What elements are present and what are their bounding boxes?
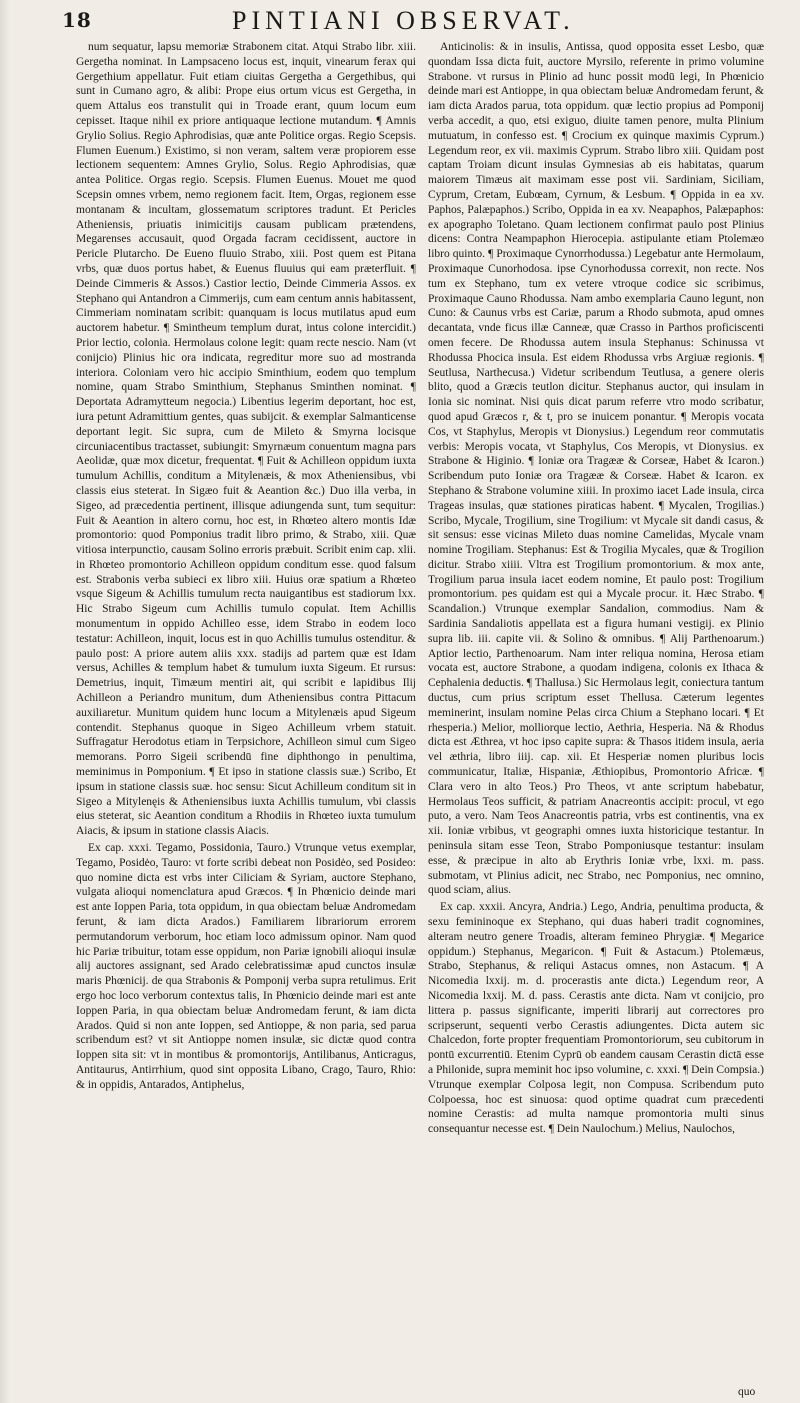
- right-text-column: [428, 40, 764, 1385]
- text-paragraph: Anticinolis: & in insulis, Antissa, quod opposita esset Lesbo, quæ quondam Issa dicta fuit, auctore Myrsilo, referente in primo volumine Strabone. vt rursus in Plinio ad hunc possit modū legi, In Phœnicio deinde mari est Antioppe, in qua obiectam beluæ Andromedam ferunt, & iam dicta Arados parua, tota oppidum. quæ lectio propius ad Pomponij verba accedit, a quo, etsi exiguo, diuite tamen penore, multa Plinium mutuatum, in confesso est. ¶ Crocium ex quinque maximis Cyprum.) Legendum reor, ex vii. maximis Cyprum. Strabo libro xiii. Quidam post captam Troiam dicunt insulas Gymnesias ab eis habitatas, quarum maiorem Timæus ait maximam esse post vii. Sardiniam, Siciliam, Cyprum, Cretam, Eubœam, Cyrnum, & Lesbum. ¶ Oppida in ea xv. Paphos, Palæpaphos.) Scribo, Oppida in ea xv. Neapaphos, Palæpaphos: ex apographo Toletano. Quam lectionem confirmat paulo post Plinius dicens: Contra Neampaphon Hierocepia. astipulante etiam Ptolemæo libro quinto. ¶ Proximaque Cynorrhodussa.) Legebatur ante Hermolaum, Proximaque Cunorhodosa. ipse Cynorhodussa correxit, non recte. Nos tum ex Stephano, tum ex vetere vtroque codice sic scribimus, Proximaque Cauno Rhodussa. Nam ambo exemplaria Cauno legunt, non Cuno: & Caunus vrbs est Cariæ, parum a Rhodo submota, apud omnes decantata, vnde ficus illæ Canneæ, quæ Crasso in Parthos proficiscenti omen fecere. De Rhodussa autem insula Stephanus: Schinussa vt Rhodussa Phocica insula. Est eidem Rhodussa vrbs Argiuæ regionis. ¶ Seutlusa, Narthecusa.) Videtur scribendum Teutlusa, a genere oleris blito, quod a Græcis teutlon dicitur. Stephanus auctor, qui insulam in Ionia sic nominat. Nisi quis dicat parum referre vtro modo scribatur, quod apud Græcos r, & t, pro se inuicem ponantur. ¶ Meropis vocata Cos, vt Staphylus, Meropis vt Dionysius.) Legendum reor commutatis verbis: Meropis vocata, vt Staphylus, Cos Meropis, vt Dionysius. ex Strabone & Higinio. ¶ Ioniæ ora Tragææ & Corseæ, Habet & Icaron.) Scribendum puto Ioniæ ora Tragææ & Corseæ. Habet & Icaron. ex Stephano & Strabone volumine xiiii. In proximo iacet Lade insula, circa Trageas insulas, quæ stationes piraticas habent. ¶ Mycalen, Trogilias.) Scribo, Mycale, Trogilium, sine Trogilium: vt Mycale sit dandi casus, & sit sensus: esse vicinas Mileto duas nomine Camelidas, Mycale vnam nomine Trogiliam. Stephanus: Est & Trogilia Mycales, quæ & Trogilion dicitur. Strabo xiiii. Vltra est Trogilium promontorium. & mox ante, Trogilium parua insula iacet eodem nomine, Et paulo post: Trogilium promontorium. pes quidam est qui a Mycale procur. it. Hæc Strabo. ¶ Scandalion.) Vtrunque exemplar Sandalion, commodius. Nam & Sardinia Sandaliotis appellata est a figura humani vestigij. ex Plinio supra lib. iii. capite vii. & Solino & omnibus. ¶ Alij Parthenoarum.) Aptior lectio, Parthenoarum. Nam inter reliqua nomina, Herosa etiam vocata est, auctore Strabone, a quodam indigena, colonis ex Ithaca & Cephalenia deductis. ¶ Thallusa.) Sic Hermolaus legit, coniectura tantum ductus, cum prius scriptum esset Thellusa. Cæterum legentes meminerint, insulam nomine Pelas circa Chium a Stephano locari. ¶ Et rhesperia.) Melior, molliorque lectio, Aethria, Hesperia. Nā & Rhodus dicta est Æthrea, vt hoc ipso capite supra: & Thasos itidem insula, aeria vel æthria, libro iiij. cap. xii. Et Hesperiæ nomen pluribus locis communicatur, Italiæ, Hispaniæ, Æthiopibus, Promontorio Africæ. ¶ Clara vero in alto Teos.) Pro Theos, vt ante scriptum habebatur, Hermolaus Teos sufficit, & patriam Anacreontis accipit: procul, vt ego puto, a vero. Nam Teos Anacreontis patria, vrbs est continentis, vna ex xii. Ioniæ vrbibus, vt geographi omnes iuxta historicique testantur. In peninsula sitam esse Teon, Strabo Pomponiusque testantur: insulam esse, & præcipue in alto ab Erythris Ioniæ vrbe, lxxi. m. pass. submotam, vt Plinius adicit, nec Strabo, nec Pomponius, nec omnino, quod sciam, alius.: [428, 41, 764, 897]
- page-header: [0, 0, 800, 40]
- page-fold-shadow: [0, 0, 10, 1403]
- page-number: 18: [62, 8, 92, 32]
- catchword: quo: [738, 1386, 756, 1398]
- text-paragraph: Ex cap. xxxi. Tegamo, Possidonia, Tauro.) Vtrunque vetus exemplar, Tegamo, Posidėo, Tauro: vt forte scribi debeat non Posidėo, sed Posideo: quo nomine dicta est vrbs inter Ciliciam & Syriam, auctore Stephano, vulgata alioqui nomenclatura apud Græcos. ¶ In Phœnicio deinde mari est ante Ioppen Paria, tota oppidum, in qua obiectam beluæ Andromedam ferunt, & iam dicta Arados.) Familiarem librariorum errorem permutandorum verborum, hoc etiam loco admissum opinor. Nam quod hic Pariæ tribuitur, totam esse oppidum, non Pariæ ignobili alioqui insulæ alij auctores assignant, sed Arado celebratissimæ apud cunctos insulæ maris Phœnicij. de qua Strabonis & Pomponij verba supra retulimus. Erit ergo hoc loco verborum contextus talis, In Phœnicio deinde mari est ante Ioppen Paria, in qua obiectam beluæ Andromedam ferunt, & iam dicta Arados. Quid si non ante Ioppen, sed Antioppe, & non paria, sed parua scribendum est? vt sit Antioppe nomen insulæ, sic dictæ quod contra Ioppen sita sit: vt in montibus & promontorijs, Antilibanus, Anticragus, Antitaurus, Antirrhium, quod sint opposita Libano, Crago, Tauro, Rhio: & in oppidis, Antarados, Antiphelus,: [76, 842, 416, 1091]
- left-text-column: [76, 40, 416, 1385]
- running-title: PINTIANI OBSERVAT.: [232, 6, 575, 35]
- text-paragraph: Ex cap. xxxii. Ancyra, Andria.) Lego, Andria, penultima producta, & sexu femininoque ex Stephano, qui duas haberi tradit cognomines, alteram neutro genere Troadis, alteram femineo Phrygiæ. ¶ Megarice oppidum.) Stephanus, Megaricon. ¶ Fuit & Astacum.) Ptolemæus, Strabo, Stephanus, & reliqui Astacus omnes, non Astacum. ¶ A Nicomedia lxxij. m. d. procerastis ante dicta.) Legendum reor, A Nicomedia lxxij. M. d. pass. Cerastis ante dicta. Nam vt conijcio, pro littera p. passus significante, imperiti librarij aut correctores pro scripserunt, sequenti verbo Cerastis adiungentes. Dicta autem sic Chalcedon, forte propter frequentiam Promontoriorum, seu cubitorum in pontū excurrentiū. Etenim Cyprū ob eandem causam Cerastin dictā esse a Philonide, supra meminit hoc ipso volumine, c. xxxi. ¶ Dein Compsia.) Vtrunque exemplar Colposa legit, non Compusa. Scribendum puto Colpoessa, hoc est sinuosa: quod optime quadrat cum præcedenti nomine Cerastis: ad multa namque promontoria multi sinus consequantur necesse est. ¶ Dein Naulochum.) Melius, Naulochos,: [428, 901, 764, 1136]
- text-paragraph: num sequatur, lapsu memoriæ Strabonem citat. Atqui Strabo libr. xiii. Gergetha nominat. In Lampsaceno locus est, inquit, vinearum ferax qui Gergethium appellatur. Fuit etiam ciuitas Gergetha a Gergethibus, qui sunt in Cumano agro, & alibi: Prope eius ortum vicus est Gergetha, in quem Attalus eos transtulit qui in Troade erant, quum locum eum cepisset. Itaque nihil ex priore antiquaque lectione mutandum. ¶ Amnis Grylio Solius. Regio Aphrodisias, quæ ante Politice orgas. Regio Scepsis. Flumen Euenum.) Existimo, si non veram, saltem veræ propiorem esse lectionem sequentem: Amnes Grylio, Solus. Regio Aphrodisias, quæ antea Politice. Orgas regio. Scepsis. Flumen Euenus. Mouet me quod Scepsin omnes vrbem, nemo regionem facit. Item, Orgas, regionem esse montanam & incultam, glossematum scriptores tradunt. Et Pericles Atheniensis, priuatis inimicitijs causam publicam prætendens, Megarenses accusauit, quod Orgada facram cecidissent, auctore in Pericle Plutarcho. De Eueno fluuio Strabo, xiii. Post quem est Pitana vrbs, quæ duos portus habet, & Euenus fluuius qui eam præterfluit. ¶ Deinde Cimmeris & Assos.) Castior lectio, Deinde Cimmeria Assos. ex Stephano qui Antandron a Cimmerijs, cum eam centum annis habitassent, Cimmeriam nominatam scribit: quanquam is locus mutilatus apud eum auctorem habetur. ¶ Smintheum templum durat, intus colone intercidit.) Prior lectio, colonia. Hermolaus colone legit: quam recte nescio. Nam (vt conijcio) Plinius hic ora indicata, regreditur more suo ad mostranda interiora. Coloniam vero hic accipio Sminthium, eodem quo templum nomine, quam Strabo Sminthium, Stephanus Sminthen nominat. ¶ Deportata Adramytteum negocia.) Libentius legerim deportant, hoc est, iura petunt Adramittium gentes, quas subijcit. & exemplar Salmanticense deportant legit. Sic supra, cum de Mileto & Smyrna locisque circuniacentibus tractasset, subiungit: Smyrnæum conuentum magna pars Aeolidæ, quæ mox dicetur, frequentat. ¶ Fuit & Achilleon oppidum iuxta tumulum Achillis, conditum a Mitylenæis, & mox Atheniensibus, vbi classis eius steterat. In Sigæo fuit & Aeantion &c.) Duo illa verba, in Sigeo, ad præcedentia pertinent, illisque adiungenda sunt, tum sequitur: Fuit & Aeantion in altero cornu, hoc est, in Rhœteo altero montis Idæ promontorio: quod Pomponius tradit libro primo, & Strabo, xiii. Quæ vitiosa interpunctio, causam Solino erroris præbuit. Scribit enim cap. xlii. in Rhœteo promontorio Achilleon oppidum conditum esse. quod falsum est. Strabonis verba subieci ex libro xiii. Huius oræ spatium a Rhœteo vsque Sigeum & Achillis tumulum recta nauigantibus est stadiorum lxx. Hic Strabo Sigeum cum Achillis tumulo copulat. Item Achillis monumentum in oppido Achilleo esse, idem Strabo in eodem loco testatur: Achilleon, inquit, locus est in quo Achillis tumulus ostenditur. & paulo post: A priore autem aliis xxx. stadijs ad partem quæ est Idam versus, Achilles & templum habet & tumulum iuxta Sigeum. Et rursus: Demetrius, inquit, Timæum mentiri ait, qui scribit e lapidibus Ilij Achilleon a Periandro munitum, dum Atheniensibus contra Pittacum auxiliaretur. Munitum quidem hunc locum a Mitylenæis apud Sigeum contendit. Stephanus quoque in Sigeo Achilleum vrbem statuit. Suffragatur Herodotus etiam in Terpsichore, Achilleon simul cum Sigeo memorans. Porro Sigeii scribendū fine diphthongo in penultima, meminimus in Pomponium. ¶ Et ipso in statione classis suæ.) Scribo, Et ipsum in statione classis suæ. hoc sensu: Sicut Achilleum conditum sit in Sigeo a Mitylenęis & Atheniensibus iuxta Achillis tumulum, vbi classis eius steterat, sic Aeantion conditum a Rhodiis in Rhœteo iuxta tumulum Aiacis, & ipsum in statione classis Aiacis.: [76, 41, 416, 838]
